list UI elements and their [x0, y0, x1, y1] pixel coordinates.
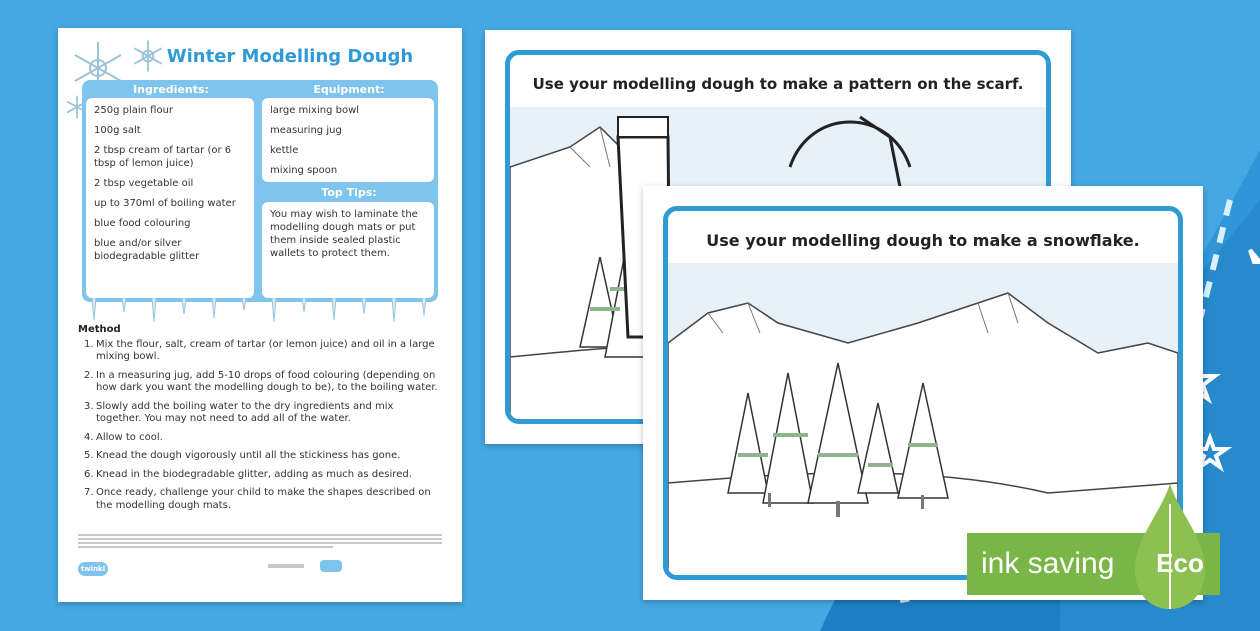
step-text: In a measuring jug, add 5-10 drops of food colouring (depending on how dark you want the modelling dough to be), to the boiling water. — [96, 369, 438, 393]
step-text: Knead in the biodegradable glitter, adding as much as desired. — [96, 468, 412, 480]
list-item: blue and/or silver biodegradable glitter — [94, 238, 200, 262]
method-steps — [78, 339, 438, 513]
step-number: 5. — [84, 450, 94, 461]
step-number: 4. — [84, 431, 94, 443]
list-item: 100g salt — [94, 125, 141, 136]
step-text: Mix the flour, salt, cream of tartar (or lemon juice) and oil in a large mixing bowl. — [96, 338, 435, 362]
step-number: 6. — [84, 468, 94, 480]
list-item: blue food colouring — [94, 218, 191, 229]
tips-text: You may wish to laminate the modelling dough mats or put them inside sealed plastic wallets to protect them. — [270, 209, 418, 259]
list-item — [78, 487, 438, 512]
list-item: 250g plain flour — [94, 105, 174, 116]
website-text — [268, 564, 304, 568]
recipe-sheet — [58, 28, 462, 602]
step-text: Once ready, challenge your child to make the shapes described on the modelling dough mats. — [96, 487, 431, 511]
tips-heading: Top Tips: — [321, 186, 377, 199]
list-item: large mixing bowl — [270, 105, 360, 116]
step-text: Knead the dough vigorously until all the stickiness has gone. — [96, 450, 401, 461]
step-text: Allow to cool. — [96, 431, 163, 443]
list-item: up to 370ml of boiling water — [94, 198, 236, 209]
ink-saving-label: ink saving — [981, 547, 1115, 580]
method-section — [78, 324, 438, 518]
list-item: measuring jug — [270, 125, 342, 136]
step-text: Slowly add the boiling water to the dry ingredients and mix together. You may not need to add all of the water. — [96, 400, 394, 424]
step-number: 7. — [84, 487, 94, 498]
step-number: 2. — [84, 369, 94, 381]
fine-print — [78, 534, 442, 554]
list-item — [78, 370, 438, 395]
eco-label: Eco — [1156, 548, 1204, 578]
scarf-mat-caption: Use your modelling dough to make a pattern on the scarf. — [532, 75, 1024, 93]
list-item — [78, 450, 438, 463]
list-item: 2 tbsp vegetable oil — [94, 178, 194, 189]
step-number: 3. — [84, 400, 94, 412]
ingredients-equipment-panel — [82, 80, 438, 302]
equipment-heading: Equipment: — [313, 83, 385, 96]
list-item — [78, 401, 438, 426]
tips-box — [262, 202, 434, 298]
snowflake-mat-caption: Use your modelling dough to make a snowflake. — [706, 231, 1140, 250]
equipment-list — [262, 98, 434, 182]
list-item: mixing spoon — [270, 165, 338, 176]
icicles-decoration — [82, 298, 438, 324]
step-number: 1. — [84, 338, 94, 350]
list-item — [78, 339, 438, 364]
method-heading: Method — [78, 324, 121, 335]
sheet-title: Winter Modelling Dough — [166, 46, 414, 67]
ingredients-heading: Ingredients: — [133, 83, 209, 96]
twinkl-logo: twinkl — [78, 562, 108, 576]
footer-logo — [320, 560, 342, 572]
ingredients-list — [86, 98, 254, 298]
list-item — [78, 432, 438, 445]
list-item: kettle — [270, 145, 299, 156]
snowflake-mat-frame — [663, 206, 1183, 580]
list-item: 2 tbsp cream of tartar (or 6 tbsp of lemon juice) — [94, 145, 232, 169]
list-item — [78, 469, 438, 482]
